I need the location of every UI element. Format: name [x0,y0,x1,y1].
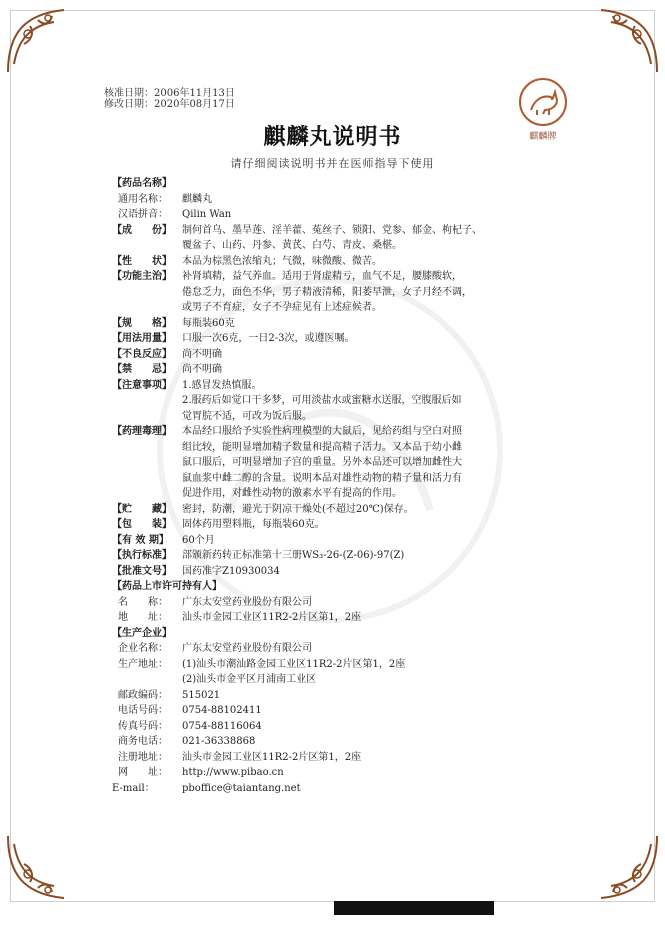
row-mfr-name [112,641,552,657]
dates-block [104,88,235,110]
label-mfr-name: 企业名称： [118,643,168,654]
row-mfr-addr [112,657,552,688]
value-mah-name: 广东太安堂药业股份有限公司 [182,596,312,608]
section-mah: 【药品上市许可持有人】 [112,581,222,592]
approval-date: 核准日期：2006年11月13日 [104,88,235,99]
insert-content [112,176,552,796]
value-indication [182,269,552,316]
text-line: 补肾填精，益气养血。适用于肾虚精亏，血气不足，腰膝酸软， [182,271,462,282]
text-line: (1)汕头市潮汕路金园工业区11R2-2片区第1，2座 [182,658,406,670]
row-validity [112,533,552,549]
row-adverse [112,347,552,363]
value-adverse: 尚不明确 [182,348,222,360]
label-spec: 【规 格】 [112,317,172,329]
value-standard: 部颁新药转正标准第十三册WS₃-26-(Z-06)-97(Z) [182,550,405,561]
value-pharm [182,424,552,502]
row-biz-phone [112,734,552,750]
label-postcode: 邮政编码： [118,689,168,701]
row-reg-addr [112,750,552,766]
value-postcode: 515021 [182,689,221,701]
corner-ornament-icon [589,832,661,904]
label-pharm: 【药理毒理】 [112,426,172,437]
value-generic-name: 麒麟丸 [182,193,212,205]
label-pinyin: 汉语拼音： [118,209,168,220]
revision-date: 修改日期：2020年08月17日 [104,99,235,110]
text-line: (2)汕头市金平区月浦南工业区 [182,674,317,685]
row-postcode [112,688,552,704]
row-package [112,517,552,533]
label-fax: 传真号码： [118,720,168,732]
text-line: 或男子不育症，女子不孕症见有上述症候者。 [182,302,382,313]
text-line: 组比较，能明显增加精子数量和提高精子活力。又本品于幼小雌 [182,441,462,453]
value-ingredients [182,223,552,254]
value-mfr-addr [182,657,552,688]
label-ingredients: 【成 份】 [112,224,172,236]
label-mfr-addr: 生产地址： [118,658,168,670]
text-line: 制何首乌、墨旱莲、淫羊藿、菟丝子、锁阳、党参、郁金、枸杞子、 [182,224,482,236]
label-generic-name: 通用名称： [118,193,168,205]
section-manufacturer: 【生产企业】 [112,627,172,639]
value-mah-addr: 汕头市金园工业区11R2-2片区第1，2座 [182,612,362,623]
text-line: 鼠口服后，可明显增加子宫的重量。另外本品还可以增加雌性大 [182,457,462,468]
document-subtitle: 请仔细阅读说明书并在医师指导下使用 [230,157,435,170]
label-phone: 电话号码： [118,705,168,716]
label-mah-name: 名 称： [118,596,168,608]
logo-caption: 麒麟牌 [529,132,557,142]
value-contra: 尚不明确 [182,364,222,375]
text-line: 覆盆子、山药、丹参、黄芪、白芍、青皮、桑椹。 [182,240,402,251]
label-reg-addr: 注册地址： [118,751,168,763]
row-generic-name [112,192,552,208]
value-spec: 每瓶装60克 [182,317,235,329]
row-usage [112,331,552,347]
value-storage: 密封，防潮，避光于阴凉干燥处(不超过20℃)保存。 [182,503,414,515]
label-character: 【性 状】 [112,255,172,267]
label-indication: 【功能主治】 [112,271,172,282]
text-line: 1.感冒发热慎服。 [182,379,262,391]
corner-ornament-icon [589,4,661,76]
value-usage: 口服一次6克，一日2-3次，或遵医嘱。 [182,333,355,344]
label-standard: 【执行标准】 [112,550,172,561]
redaction-bar [334,901,494,915]
label-biz-phone: 商务电话： [118,736,168,747]
value-reg-addr: 汕头市金园工业区11R2-2片区第1，2座 [182,751,362,763]
row-contra [112,362,552,378]
row-mah-addr [112,610,552,626]
value-character: 本品为棕黑色浓缩丸；气微，味微酸、微苦。 [182,255,382,267]
label-usage: 【用法用量】 [112,333,172,344]
text-line: 鼠血浆中雌二醇的含量。说明本品对雄性动物的精子量和活力有 [182,472,462,484]
corner-ornament-icon [4,4,76,76]
label-validity: 【有 效 期】 [112,534,169,546]
row-ingredients [112,223,552,254]
row-pinyin [112,207,552,223]
row-mah-name [112,595,552,611]
value-mfr-name: 广东太安堂药业股份有限公司 [182,643,312,654]
value-web: http://www.pibao.cn [182,767,284,778]
section-drug-name: 【药品名称】 [112,178,172,189]
value-fax: 0754-88116064 [182,720,262,732]
row-standard [112,548,552,564]
value-pinyin: Qilin Wan [182,209,232,220]
row-phone [112,703,552,719]
text-line: 觉胃脘不适，可改为饭后服。 [182,410,312,422]
value-caution [182,378,552,425]
label-package: 【包 装】 [112,519,172,530]
row-approval [112,564,552,580]
label-email: E-mail： [112,782,155,794]
value-validity: 60个月 [182,534,215,546]
document-title: 麒麟丸说明书 [263,124,402,150]
row-caution [112,378,552,425]
row-spec [112,316,552,332]
label-approval: 【批准文号】 [112,565,172,577]
label-adverse: 【不良反应】 [112,348,172,360]
row-indication [112,269,552,316]
text-line: 本品经口服给予实验性病理模型的大鼠后，见给药组与空白对照 [182,426,462,437]
text-line: 2.服药后如觉口干多梦，可用淡盐水或蜜糖水送服，空腹服后如 [182,395,462,406]
row-character [112,254,552,270]
qilin-logo-icon [519,78,567,126]
label-mah-addr: 地 址： [118,612,168,623]
value-approval: 国药准字Z10930034 [182,565,280,577]
row-web [112,765,552,781]
label-storage: 【贮 藏】 [112,503,172,515]
row-email [112,781,552,797]
text-line: 倦怠乏力，面色不华，男子精液清稀，阳萎早泄，女子月经不调， [182,286,472,298]
row-fax [112,719,552,735]
label-caution: 【注意事项】 [112,379,172,391]
text-line: 促进作用，对雌性动物的激素水平有提高的作用。 [182,488,402,499]
corner-ornament-icon [4,832,76,904]
label-contra: 【禁 忌】 [112,364,172,375]
value-biz-phone: 021-36338868 [182,736,256,747]
row-pharm [112,424,552,502]
row-storage [112,502,552,518]
value-package: 固体药用塑料瓶，每瓶装60克。 [182,519,325,530]
label-web: 网 址： [118,767,168,778]
value-email: pboffice@taiantang.net [182,782,301,794]
value-phone: 0754-88102411 [182,705,262,716]
